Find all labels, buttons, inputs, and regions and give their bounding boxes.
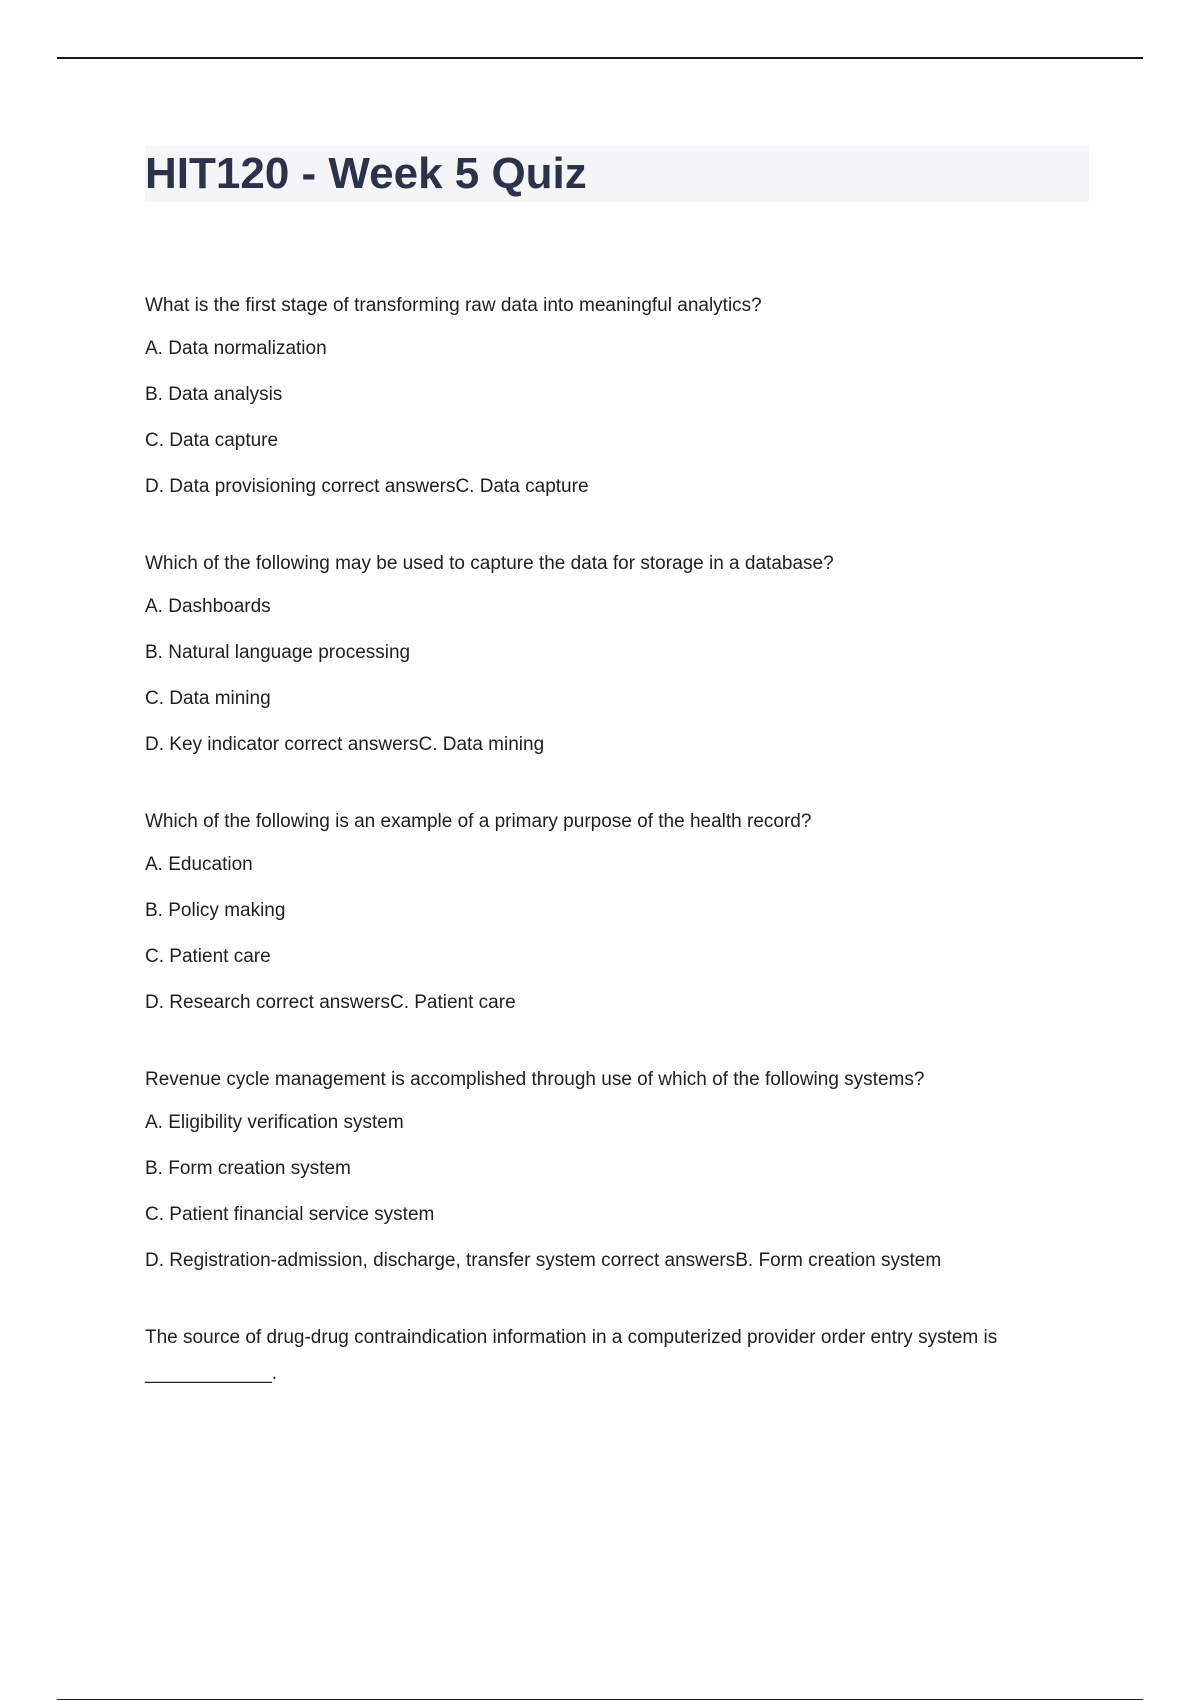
answer-option-c: C. Data mining [145, 688, 271, 709]
answer-option-d: D. Registration-admission, discharge, transfer system correct answersB. Form creation system [145, 1250, 942, 1271]
answer-option-b: B. Natural language processing [145, 642, 411, 663]
fill-in-blank: ____________. [145, 1363, 278, 1384]
answer-option-a: A. Education [145, 854, 253, 875]
question-3 [145, 804, 1075, 1021]
question-text [145, 1320, 1075, 1392]
answer-option-a: A. Eligibility verification system [145, 1112, 404, 1133]
question-2 [145, 546, 1075, 763]
question-text: Which of the following is an example of a primary purpose of the health record? [145, 811, 812, 832]
answer-option-b: B. Policy making [145, 900, 286, 921]
answer-option-c: C. Patient financial service system [145, 1204, 435, 1225]
question-5 [145, 1320, 1075, 1392]
answer-option-a: A. Data normalization [145, 338, 327, 359]
answer-option-c: C. Patient care [145, 946, 271, 967]
answer-option-d: D. Research correct answersC. Patient care [145, 992, 516, 1013]
answer-option-c: C. Data capture [145, 430, 279, 451]
answer-option-d: D. Key indicator correct answersC. Data mining [145, 734, 545, 755]
page-title: HIT120 - Week 5 Quiz [145, 149, 587, 198]
question-text: Revenue cycle management is accomplished through use of which of the following systems? [145, 1069, 925, 1090]
question-text-main: The source of drug-drug contraindication information in a computerized provider order entry system is [145, 1327, 998, 1348]
answer-option-d: D. Data provisioning correct answersC. Data capture [145, 476, 589, 497]
answer-option-a: A. Dashboards [145, 596, 271, 617]
question-1 [145, 288, 1075, 505]
answer-option-b: B. Form creation system [145, 1158, 351, 1179]
question-4 [145, 1062, 1075, 1279]
question-text: What is the first stage of transforming raw data into meaningful analytics? [145, 295, 762, 316]
answer-option-b: B. Data analysis [145, 384, 283, 405]
quiz-content [145, 288, 1075, 1433]
question-text: Which of the following may be used to capture the data for storage in a database? [145, 553, 834, 574]
top-rule [57, 57, 1143, 59]
